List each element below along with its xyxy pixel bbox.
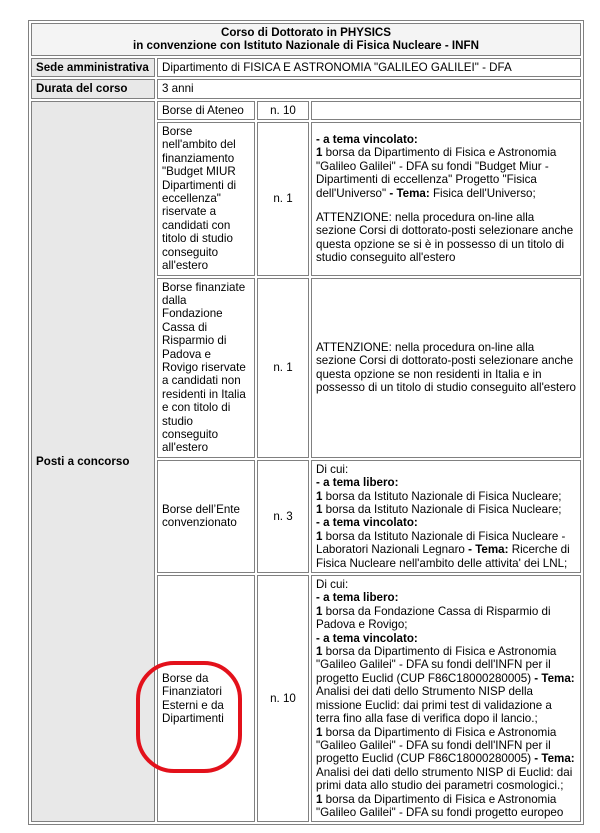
- course-title-line2: in convenzione con Istituto Nazionale di Fisica Nucleare - INFN: [133, 39, 479, 53]
- desc-count: 1: [316, 146, 323, 160]
- row-type: Borse nell'ambito del finanziamento "Budget MIUR Dipartimenti di eccellenza" riservate a candidati con titolo di studio conseguito all'estero: [157, 122, 255, 275]
- row-type: Borse di Ateneo: [157, 101, 255, 120]
- desc-text: Analisi dei dati dello strumento NISP di Euclid: dai primi data allo studio dei parametri cosmologici.;: [316, 765, 573, 793]
- desc-attention: ATTENZIONE: nella procedura on-line alla sezione Corsi di dottorato-posti selezionare anche questa opzione se si è in possesso di un titolo di studio conseguito all'estero: [316, 210, 574, 265]
- desc-tema-label: - Tema:: [534, 752, 575, 766]
- desc-count: 1: [316, 529, 323, 543]
- row-num: n. 1: [257, 278, 309, 458]
- desc-text: Fisica dell'Universo;: [429, 186, 536, 200]
- sede-label: Sede amministrativa: [31, 58, 155, 77]
- desc-text: borsa da Dipartimento di Fisica e Astronomia "Galileo Galilei" - DFA su fondi "Budget Miur - Dipartimenti di eccellenza" Progetto "Fisica dell'Universo": [316, 146, 557, 200]
- desc-count: 1: [316, 489, 323, 503]
- row-num: n. 10: [257, 101, 309, 120]
- desc-heading: - a tema vincolato:: [316, 132, 418, 146]
- desc-heading: - a tema libero:: [316, 591, 399, 605]
- row-type: Borse finanziate dalla Fondazione Cassa di Risparmio di Padova e Rovigo riservate a candidati non residenti in Italia e con titolo di studio conseguito all'estero: [157, 278, 255, 458]
- desc-text: borsa da Istituto Nazionale di Fisica Nucleare;: [322, 503, 562, 516]
- row-desc: [311, 122, 581, 275]
- desc-dicui: Di cui:: [316, 462, 349, 476]
- row-num: n. 3: [257, 460, 309, 573]
- course-info-table: [28, 20, 584, 825]
- row-num: n. 1: [257, 122, 309, 275]
- desc-count: 1: [316, 645, 323, 659]
- desc-heading: - a tema vincolato:: [316, 516, 418, 530]
- desc-dicui: Di cui:: [316, 578, 349, 592]
- desc-count: 1: [316, 725, 323, 739]
- desc-tema-label: - Tema:: [468, 543, 509, 557]
- row-type: Borse dell’Ente convenzionato: [157, 460, 255, 573]
- durata-value: 3 anni: [157, 79, 581, 98]
- row-desc: ATTENZIONE: nella procedura on-line alla sezione Corsi di dottorato-posti selezionare anche questa opzione se non residenti in Italia e in possesso di un titolo di studio conseguito all'estero: [311, 278, 581, 458]
- row-desc: [311, 460, 581, 573]
- course-title: [31, 23, 581, 56]
- row-num: n. 10: [257, 575, 309, 822]
- desc-text: borsa da Dipartimento di Fisica e Astronomia "Galileo Galilei" - DFA su fondi progetto europeo: [316, 792, 564, 819]
- desc-text: Analisi dei dati dello Strumento NISP della missione Euclid: dai primi test di validazione a terra fino alla fase di verifica dopo il lancio.;: [316, 685, 552, 726]
- row-type-highlighted: Borse da Finanziatori Esterni e da Dipartimenti: [157, 575, 255, 822]
- desc-count: 1: [316, 503, 323, 516]
- sede-value: Dipartimento di FISICA E ASTRONOMIA "GALILEO GALILEI" - DFA: [157, 58, 581, 77]
- desc-count: 1: [316, 792, 323, 806]
- row-desc: [311, 575, 581, 822]
- course-title-line1: Corso di Dottorato in PHYSICS: [220, 26, 392, 39]
- desc-heading: - a tema vincolato:: [316, 631, 418, 645]
- desc-count: 1: [316, 604, 323, 618]
- desc-heading: - a tema libero:: [316, 476, 399, 490]
- desc-text: borsa da Fondazione Cassa di Risparmio di Padova e Rovigo;: [316, 604, 551, 632]
- desc-text: borsa da Dipartimento di Fisica e Astronomia "Galileo Galilei" - DFA su fondi dell'INFN per il progetto Euclid (CUP F86C18000280005): [316, 645, 557, 685]
- desc-text: borsa da Istituto Nazionale di Fisica Nucleare;: [322, 489, 562, 503]
- desc-tema-label: - Tema:: [389, 186, 430, 200]
- durata-label: Durata del corso: [31, 79, 155, 98]
- desc-text: borsa da Dipartimento di Fisica e Astronomia "Galileo Galilei" - DFA su fondi dell'INFN per il progetto Euclid (CUP F86C18000280005): [316, 725, 557, 766]
- desc-tema-label: - Tema:: [534, 671, 575, 685]
- row-desc-empty: [311, 101, 581, 120]
- posti-label: Posti a concorso: [31, 101, 155, 823]
- desc-text: borsa da Istituto Nazionale di Fisica Nucleare - Laboratori Nazionali Legnaro: [316, 529, 566, 557]
- desc-text: Ricerche di Fisica Nucleare nell'ambito delle attivita' dei LNL;: [316, 543, 570, 570]
